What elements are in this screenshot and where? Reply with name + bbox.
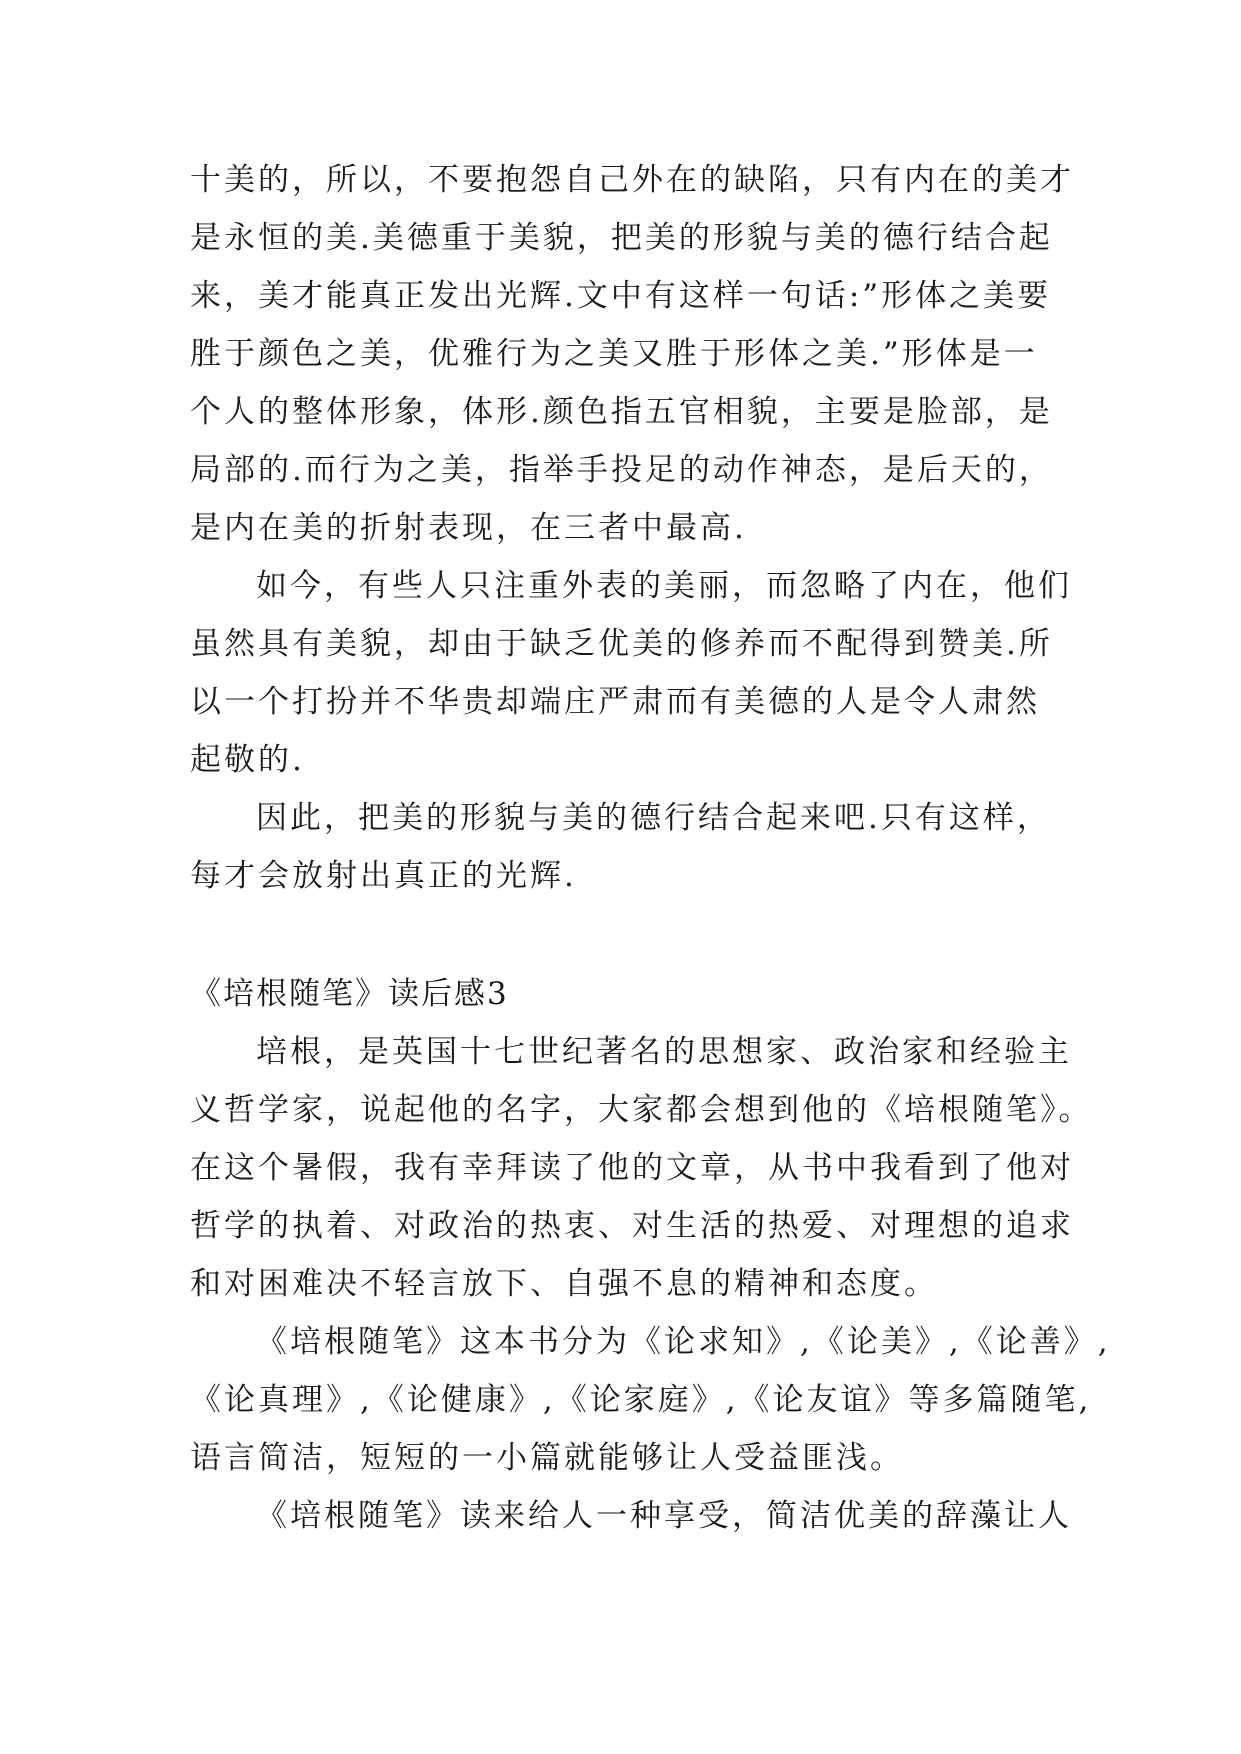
text-line: 哲学的执着、对政治的热衷、对生活的热爱、对理想的追求 [190,1208,1074,1244]
text-line: 十美的，所以，不要抱怨自己外在的缺陷，只有内在的美才 [190,162,1074,198]
paragraph-first-line: 《培根随笔》这本书分为《论求知》,《论美》,《论善》, [256,1324,1111,1360]
paragraph-first-line: 《培根随笔》读来给人一种享受，简洁优美的辞藻让人 [256,1498,1072,1534]
text-line: 胜于颜色之美，优雅行为之美又胜于形体之美.”形体是一 [190,336,1038,372]
text-line: 是永恒的美.美德重于美貌，把美的形貌与美的德行结合起 [190,220,1053,256]
text-line: 起敬的. [190,742,305,778]
text-line: 语言简洁，短短的一小篇就能够让人受益匪浅。 [190,1440,904,1476]
text-line: 《论真理》,《论健康》,《论家庭》,《论友谊》等多篇随笔, [190,1382,1092,1418]
text-line: 每才会放射出真正的光辉. [190,858,577,894]
text-line: 义哲学家，说起他的名字，大家都会想到他的《培根随笔》。 [190,1092,1093,1128]
paragraph-first-line: 如今，有些人只注重外表的美丽，而忽略了内在，他们 [256,568,1072,604]
text-line: 局部的.而行为之美，指举手投足的动作神态，是后天的， [190,452,1053,488]
text-line: 以一个打扮并不华贵却端庄严肃而有美德的人是令人肃然 [190,684,1040,720]
text-line: 和对困难决不轻言放下、自强不息的精神和态度。 [190,1266,938,1302]
paragraph-first-line: 因此，把美的形貌与美的德行结合起来吧.只有这样， [256,800,1051,836]
text-line: 在这个暑假，我有幸拜读了他的文章，从书中我看到了他对 [190,1150,1074,1186]
text-line: 个人的整体形象，体形.颜色指五官相貌，主要是脸部，是 [190,394,1053,430]
text-line: 虽然具有美貌，却由于缺乏优美的修养而不配得到赞美.所 [190,626,1053,662]
section-heading: 《培根随笔》读后感3 [190,976,509,1012]
text-line: 是内在美的折射表现，在三者中最高. [190,510,747,546]
text-line: 来，美才能真正发出光辉.文中有这样一句话:”形体之美要 [190,278,1052,314]
paragraph-first-line: 培根，是英国十七世纪著名的思想家、政治家和经验主 [256,1034,1072,1070]
